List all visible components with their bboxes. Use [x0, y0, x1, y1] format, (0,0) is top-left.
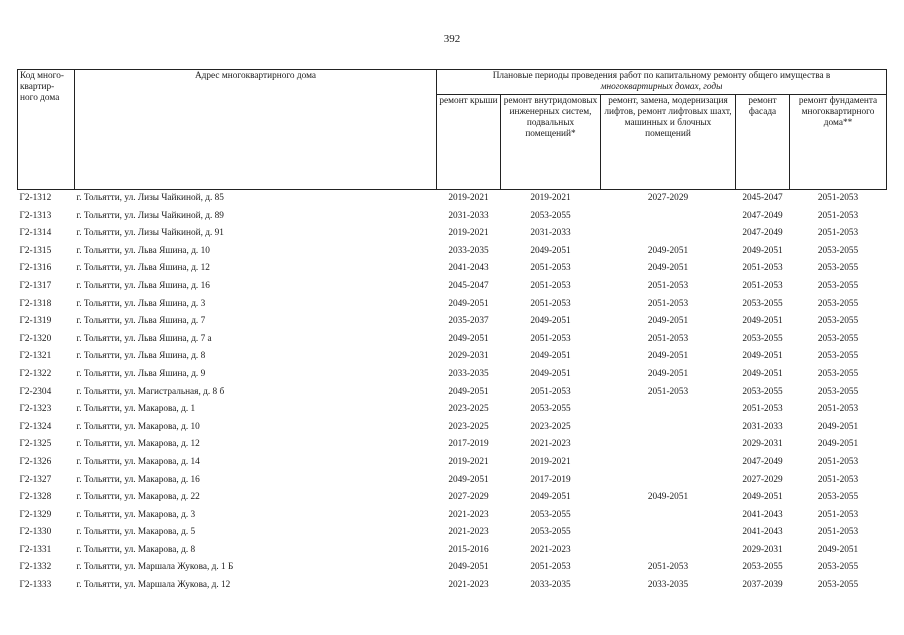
cell-foundation: 2049-2051	[817, 421, 859, 432]
cell-facade: 2049-2051	[742, 245, 783, 256]
table-row	[18, 366, 887, 384]
cell-foundation: 2053-2055	[817, 368, 859, 379]
cell-systems: 2017-2019	[530, 474, 571, 485]
table-body	[18, 190, 887, 595]
cell-facade: 2053-2055	[742, 386, 783, 397]
cell-code: Г2-1326	[19, 456, 52, 467]
cell-systems: 2019-2021	[530, 456, 571, 467]
cell-systems: 2051-2053	[530, 562, 571, 573]
cell-roof: 2029-2031	[448, 351, 489, 362]
cell-roof: 2035-2037	[448, 316, 489, 327]
cell-roof: 2027-2029	[448, 492, 489, 503]
table-row	[18, 577, 887, 595]
cell-address: г. Тольятти, ул. Магистральная, д. 8 б	[76, 386, 225, 397]
cell-code: Г2-1321	[19, 351, 52, 362]
cell-foundation: 2051-2053	[817, 456, 859, 467]
cell-address: г. Тольятти, ул. Льва Яшина, д. 3	[76, 298, 206, 309]
cell-systems: 2023-2025	[530, 421, 571, 432]
cell-foundation: 2053-2055	[817, 580, 859, 591]
cell-lifts	[601, 454, 736, 472]
cell-roof: 2017-2019	[448, 439, 489, 450]
table-row	[18, 225, 887, 243]
cell-code: Г2-1332	[19, 562, 52, 573]
cell-facade: 2045-2047	[736, 190, 790, 208]
cell-facade: 2041-2043	[742, 509, 783, 520]
cell-roof: 2041-2043	[448, 263, 489, 274]
table-row	[18, 489, 887, 507]
cell-address: г. Тольятти, ул. Льва Яшина, д. 10	[76, 245, 210, 256]
cell-lifts	[601, 401, 736, 419]
cell-systems: 2051-2053	[530, 298, 571, 309]
table-row	[18, 296, 887, 314]
cell-lifts: 2027-2029	[601, 190, 736, 208]
cell-lifts	[601, 472, 736, 490]
cell-systems: 2049-2051	[530, 492, 571, 503]
cell-code: Г2-1318	[19, 298, 52, 309]
cell-systems: 2019-2021	[501, 190, 601, 208]
cell-address: г. Тольятти, ул. Маршала Жукова, д. 12	[76, 580, 231, 591]
cell-foundation: 2049-2051	[817, 544, 859, 555]
cell-lifts: 2049-2051	[647, 316, 689, 327]
cell-lifts: 2049-2051	[647, 492, 689, 503]
cell-facade: 2051-2053	[742, 280, 783, 291]
cell-roof: 2021-2023	[448, 509, 489, 520]
table-row	[18, 190, 887, 208]
cell-address: г. Тольятти, ул. Макарова, д. 5	[76, 527, 196, 538]
cell-address: г. Тольятти, ул. Льва Яшина, д. 8	[76, 351, 206, 362]
cell-lifts: 2051-2053	[647, 333, 689, 344]
cell-foundation: 2053-2055	[817, 298, 859, 309]
cell-address: г. Тольятти, ул. Макарова, д. 12	[76, 439, 200, 450]
cell-code: Г2-1322	[19, 368, 52, 379]
cell-code: Г2-1312	[18, 190, 75, 208]
header-roof: ремонт крыши	[437, 95, 501, 190]
cell-systems: 2049-2051	[530, 351, 571, 362]
table-row	[18, 278, 887, 296]
cell-code: Г2-1329	[19, 509, 52, 520]
cell-code: Г2-1333	[19, 580, 52, 591]
cell-lifts: 2051-2053	[647, 280, 689, 291]
cell-systems: 2049-2051	[530, 368, 571, 379]
cell-code: Г2-1331	[19, 544, 52, 555]
table-row	[18, 384, 887, 402]
cell-address: г. Тольятти, ул. Макарова, д. 10	[76, 421, 200, 432]
cell-address: г. Тольятти, ул. Макарова, д. 1	[76, 404, 196, 415]
cell-foundation: 2053-2055	[817, 263, 859, 274]
cell-lifts: 2049-2051	[647, 263, 689, 274]
cell-facade: 2029-2031	[742, 544, 783, 555]
cell-address: г. Тольятти, ул. Лизы Чайкиной, д. 89	[76, 210, 224, 221]
cell-lifts	[601, 225, 736, 243]
cell-lifts: 2033-2035	[647, 580, 689, 591]
cell-facade: 2049-2051	[742, 368, 783, 379]
cell-code: Г2-1314	[19, 228, 52, 239]
cell-systems: 2021-2023	[530, 439, 571, 450]
cell-roof: 2021-2023	[448, 580, 489, 591]
cell-address: г. Тольятти, ул. Лизы Чайкиной, д. 91	[76, 228, 224, 239]
header-systems: ремонт внутридомовых инженерных систем, подвальных помещений*	[501, 95, 601, 190]
cell-foundation: 2053-2055	[817, 316, 859, 327]
cell-foundation: 2051-2053	[817, 474, 859, 485]
cell-facade: 2029-2031	[742, 439, 783, 450]
cell-foundation: 2053-2055	[817, 386, 859, 397]
cell-foundation: 2051-2053	[817, 509, 859, 520]
cell-code: Г2-1317	[19, 280, 52, 291]
cell-code: Г2-1313	[19, 210, 52, 221]
table-row	[18, 348, 887, 366]
table-row	[18, 419, 887, 437]
cell-roof: 2031-2033	[448, 210, 489, 221]
cell-facade: 2051-2053	[742, 263, 783, 274]
cell-lifts	[601, 419, 736, 437]
cell-roof: 2033-2035	[448, 368, 489, 379]
cell-roof: 2023-2025	[448, 421, 489, 432]
cell-roof: 2049-2051	[448, 386, 489, 397]
cell-code: Г2-1330	[19, 527, 52, 538]
cell-foundation: 2053-2055	[817, 492, 859, 503]
cell-address: г. Тольятти, ул. Льва Яшина, д. 7	[76, 316, 206, 327]
cell-foundation: 2053-2055	[817, 333, 859, 344]
header-planned-periods-line1: Плановые периоды проведения работ по капитальному ремонту общего имущества в	[492, 71, 831, 81]
cell-address: г. Тольятти, ул. Лизы Чайкиной, д. 85	[75, 190, 437, 208]
cell-code: Г2-1324	[19, 421, 52, 432]
cell-roof: 2045-2047	[448, 280, 489, 291]
cell-code: Г2-1315	[19, 245, 52, 256]
cell-code: Г2-1325	[19, 439, 52, 450]
cell-systems: 2053-2055	[530, 404, 571, 415]
cell-address: г. Тольятти, ул. Макарова, д. 14	[76, 456, 200, 467]
cell-roof: 2023-2025	[448, 404, 489, 415]
cell-lifts	[601, 436, 736, 454]
cell-code: Г2-1327	[19, 474, 52, 485]
repair-schedule-table	[17, 69, 887, 595]
cell-facade: 2049-2051	[742, 492, 783, 503]
header-address: Адрес многоквартирного дома	[75, 70, 437, 190]
cell-systems: 2053-2055	[530, 210, 571, 221]
cell-code: Г2-2304	[19, 386, 52, 397]
cell-facade: 2037-2039	[742, 580, 783, 591]
cell-foundation: 2051-2053	[817, 210, 859, 221]
cell-address: г. Тольятти, ул. Льва Яшина, д. 7 а	[76, 333, 212, 344]
cell-systems: 2031-2033	[530, 228, 571, 239]
cell-address: г. Тольятти, ул. Льва Яшина, д. 16	[76, 280, 210, 291]
cell-code: Г2-1316	[19, 263, 52, 274]
cell-foundation: 2051-2053	[790, 190, 887, 208]
cell-address: г. Тольятти, ул. Льва Яшина, д. 12	[76, 263, 210, 274]
cell-roof: 2021-2023	[448, 527, 489, 538]
cell-address: г. Тольятти, ул. Макарова, д. 3	[76, 509, 196, 520]
cell-roof: 2049-2051	[448, 298, 489, 309]
cell-facade: 2053-2055	[742, 298, 783, 309]
cell-systems: 2053-2055	[530, 527, 571, 538]
cell-systems: 2033-2035	[530, 580, 571, 591]
cell-roof: 2019-2021	[448, 228, 489, 239]
cell-lifts: 2051-2053	[647, 562, 689, 573]
cell-roof: 2049-2051	[448, 562, 489, 573]
cell-systems: 2049-2051	[530, 245, 571, 256]
cell-facade: 2031-2033	[742, 421, 783, 432]
table-header	[18, 70, 887, 190]
table-row	[18, 524, 887, 542]
cell-facade: 2041-2043	[742, 527, 783, 538]
cell-facade: 2047-2049	[742, 210, 783, 221]
table-row	[18, 454, 887, 472]
cell-address: г. Тольятти, ул. Макарова, д. 8	[76, 544, 196, 555]
cell-lifts: 2049-2051	[647, 368, 689, 379]
header-facade: ремонт фасада	[736, 95, 790, 190]
cell-systems: 2051-2053	[530, 280, 571, 291]
cell-roof: 2049-2051	[448, 333, 489, 344]
cell-facade: 2049-2051	[742, 316, 783, 327]
cell-lifts	[601, 208, 736, 226]
table-row	[18, 331, 887, 349]
header-planned-periods-line2: многоквартирных домах, годы	[600, 82, 723, 92]
cell-roof: 2049-2051	[448, 474, 489, 485]
cell-foundation: 2051-2053	[817, 527, 859, 538]
table-row	[18, 559, 887, 577]
table-row	[18, 208, 887, 226]
cell-facade: 2049-2051	[742, 351, 783, 362]
cell-lifts	[601, 507, 736, 525]
cell-address: г. Тольятти, ул. Маршала Жукова, д. 1 Б	[76, 562, 234, 573]
cell-lifts: 2051-2053	[647, 386, 689, 397]
cell-foundation: 2053-2055	[817, 562, 859, 573]
header-lifts: ремонт, замена, модернизация лифтов, ремонт лифтовых шахт, машинных и блочных помещений	[601, 95, 736, 190]
cell-systems: 2021-2023	[530, 544, 571, 555]
cell-code: Г2-1323	[19, 404, 52, 415]
cell-foundation: 2051-2053	[817, 404, 859, 415]
table-row	[18, 243, 887, 261]
cell-lifts: 2049-2051	[647, 245, 689, 256]
cell-foundation: 2049-2051	[817, 439, 859, 450]
cell-address: г. Тольятти, ул. Льва Яшина, д. 9	[76, 368, 206, 379]
cell-address: г. Тольятти, ул. Макарова, д. 22	[76, 492, 200, 503]
cell-facade: 2051-2053	[742, 404, 783, 415]
table-row	[18, 401, 887, 419]
table-row	[18, 472, 887, 490]
cell-code: Г2-1320	[19, 333, 52, 344]
cell-facade: 2053-2055	[742, 562, 783, 573]
cell-systems: 2051-2053	[530, 386, 571, 397]
cell-roof: 2033-2035	[448, 245, 489, 256]
cell-facade: 2053-2055	[742, 333, 783, 344]
cell-address: г. Тольятти, ул. Макарова, д. 16	[76, 474, 200, 485]
table-row	[18, 313, 887, 331]
cell-facade: 2027-2029	[742, 474, 783, 485]
cell-systems: 2051-2053	[530, 333, 571, 344]
cell-foundation: 2053-2055	[817, 351, 859, 362]
header-planned-periods	[437, 70, 887, 95]
cell-roof: 2015-2016	[448, 544, 489, 555]
cell-facade: 2047-2049	[742, 456, 783, 467]
cell-lifts: 2051-2053	[647, 298, 689, 309]
header-foundation: ремонт фундамента многоквартирного дома**	[790, 95, 887, 190]
cell-foundation: 2053-2055	[817, 245, 859, 256]
cell-systems: 2051-2053	[530, 263, 571, 274]
cell-lifts	[601, 542, 736, 560]
table-row	[18, 260, 887, 278]
table-row	[18, 507, 887, 525]
cell-lifts	[601, 524, 736, 542]
cell-code: Г2-1328	[19, 492, 52, 503]
cell-roof: 2019-2021	[448, 456, 489, 467]
cell-systems: 2053-2055	[530, 509, 571, 520]
table-row	[18, 542, 887, 560]
cell-systems: 2049-2051	[530, 316, 571, 327]
cell-lifts: 2049-2051	[647, 351, 689, 362]
cell-code: Г2-1319	[19, 316, 52, 327]
cell-roof: 2019-2021	[437, 190, 501, 208]
table-row	[18, 436, 887, 454]
cell-facade: 2047-2049	[742, 228, 783, 239]
header-code: Код много-квартир-ного дома	[18, 70, 75, 190]
cell-foundation: 2051-2053	[817, 228, 859, 239]
cell-foundation: 2053-2055	[817, 280, 859, 291]
page-number: 392	[443, 33, 461, 45]
